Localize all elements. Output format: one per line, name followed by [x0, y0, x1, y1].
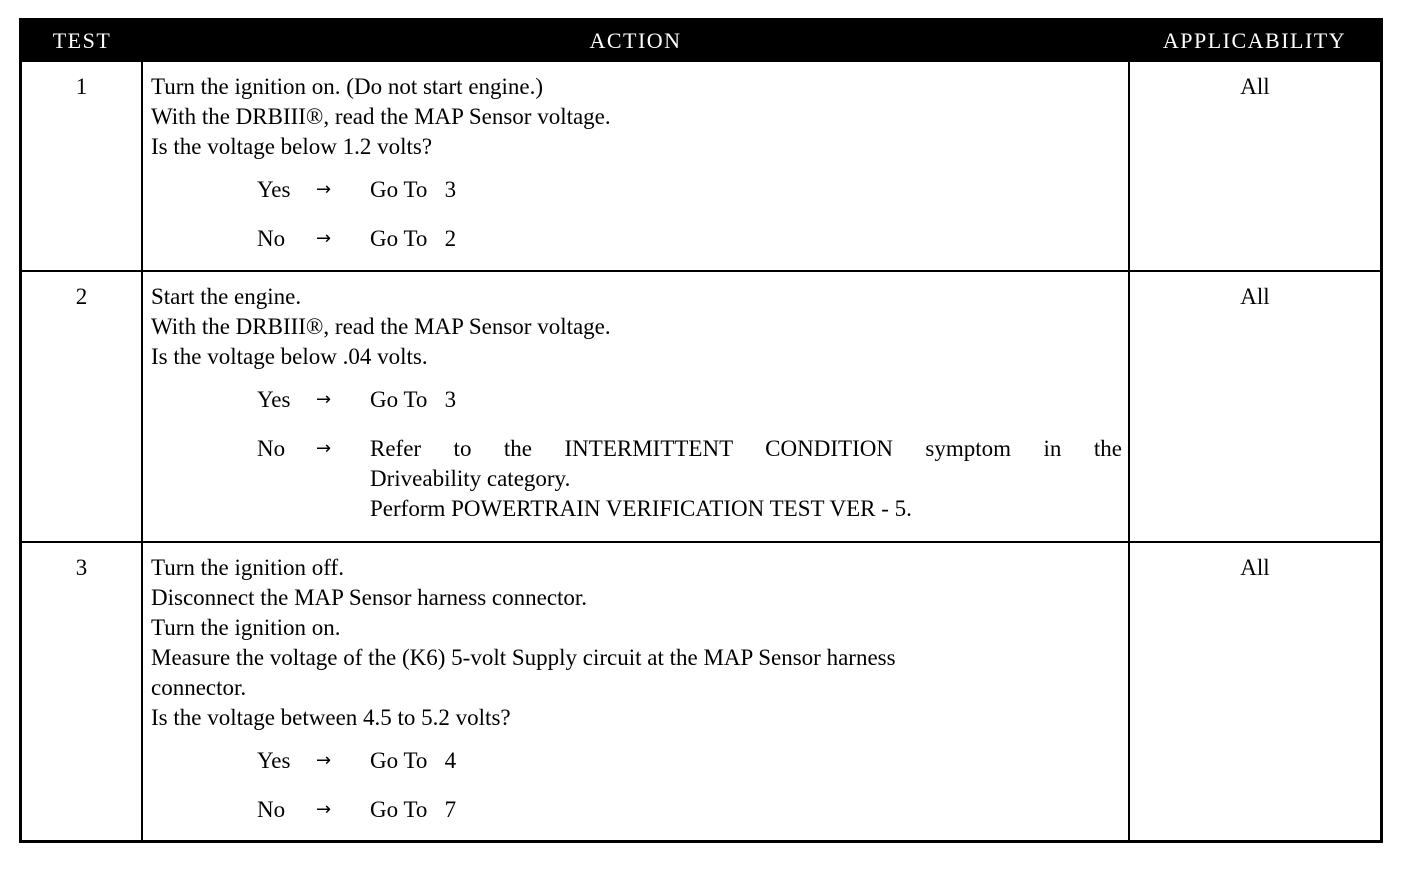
table-row [22, 61, 1380, 271]
right-arrow-icon: → [316, 179, 332, 200]
test-number: 1 [22, 61, 142, 271]
column-header-action: ACTION [142, 21, 1129, 61]
choice-label: Yes [257, 748, 291, 773]
action-cell [142, 61, 1129, 271]
step-text: Turn the ignition on. [151, 615, 341, 640]
choice-yes [151, 175, 1122, 205]
action-cell [142, 271, 1129, 542]
step-text: With the DRBIII®, read the MAP Sensor voltage. [151, 104, 611, 129]
step-text: Measure the voltage of the (K6) 5-volt Supply circuit at the MAP Sensor harness [151, 645, 896, 670]
applicability-cell: All [1129, 271, 1380, 542]
applicability-cell: All [1129, 61, 1380, 271]
right-arrow-icon: → [316, 799, 332, 820]
choice-label: Yes [257, 387, 291, 412]
applicability-cell: All [1129, 542, 1380, 842]
step-text: Is the voltage between 4.5 to 5.2 volts? [151, 705, 511, 730]
step-text: connector. [151, 675, 247, 700]
choice-result: Go To 3 [370, 387, 457, 412]
choice-list [151, 385, 1122, 524]
result-line: Driveability category. [370, 466, 571, 491]
choice-label: No [257, 226, 286, 251]
step-text: Is the voltage below 1.2 volts? [151, 134, 433, 159]
right-arrow-icon: → [316, 228, 332, 249]
choice-result: Go To 4 [370, 748, 457, 773]
choice-label: No [257, 436, 286, 461]
right-arrow-icon: → [316, 750, 332, 771]
table-header-row [22, 21, 1380, 61]
test-number: 2 [22, 271, 142, 542]
step-text: Turn the ignition on. (Do not start engine.) [151, 74, 544, 99]
diagnostic-table-frame [19, 18, 1383, 843]
table-row [22, 271, 1380, 542]
choice-result [370, 434, 1122, 524]
choice-yes [151, 385, 1122, 415]
choice-yes [151, 746, 1122, 776]
choice-result: Go To 3 [370, 177, 457, 202]
choice-no [151, 795, 1122, 825]
result-line: Perform POWERTRAIN VERIFICATION TEST VER - 5. [370, 496, 912, 521]
step-text: Turn the ignition off. [151, 555, 344, 580]
choice-result: Go To 7 [370, 797, 457, 822]
choice-label: No [257, 797, 286, 822]
right-arrow-icon: → [316, 438, 332, 459]
choice-no [151, 434, 1122, 524]
action-cell [142, 542, 1129, 842]
step-text: Disconnect the MAP Sensor harness connector. [151, 585, 588, 610]
choice-list [151, 175, 1122, 254]
column-header-test: TEST [22, 21, 142, 61]
test-number: 3 [22, 542, 142, 842]
choice-no [151, 224, 1122, 254]
right-arrow-icon: → [316, 389, 332, 410]
result-line: Refer to the INTERMITTENT CONDITION symptom in the [370, 436, 1122, 461]
step-text: Is the voltage below .04 volts. [151, 344, 428, 369]
step-text: With the DRBIII®, read the MAP Sensor voltage. [151, 314, 611, 339]
choice-list [151, 746, 1122, 825]
diagnostic-test-table [22, 21, 1380, 842]
choice-label: Yes [257, 177, 291, 202]
step-text: Start the engine. [151, 284, 302, 309]
choice-result: Go To 2 [370, 226, 457, 251]
table-row [22, 542, 1380, 842]
column-header-applicability: APPLICABILITY [1129, 21, 1380, 61]
